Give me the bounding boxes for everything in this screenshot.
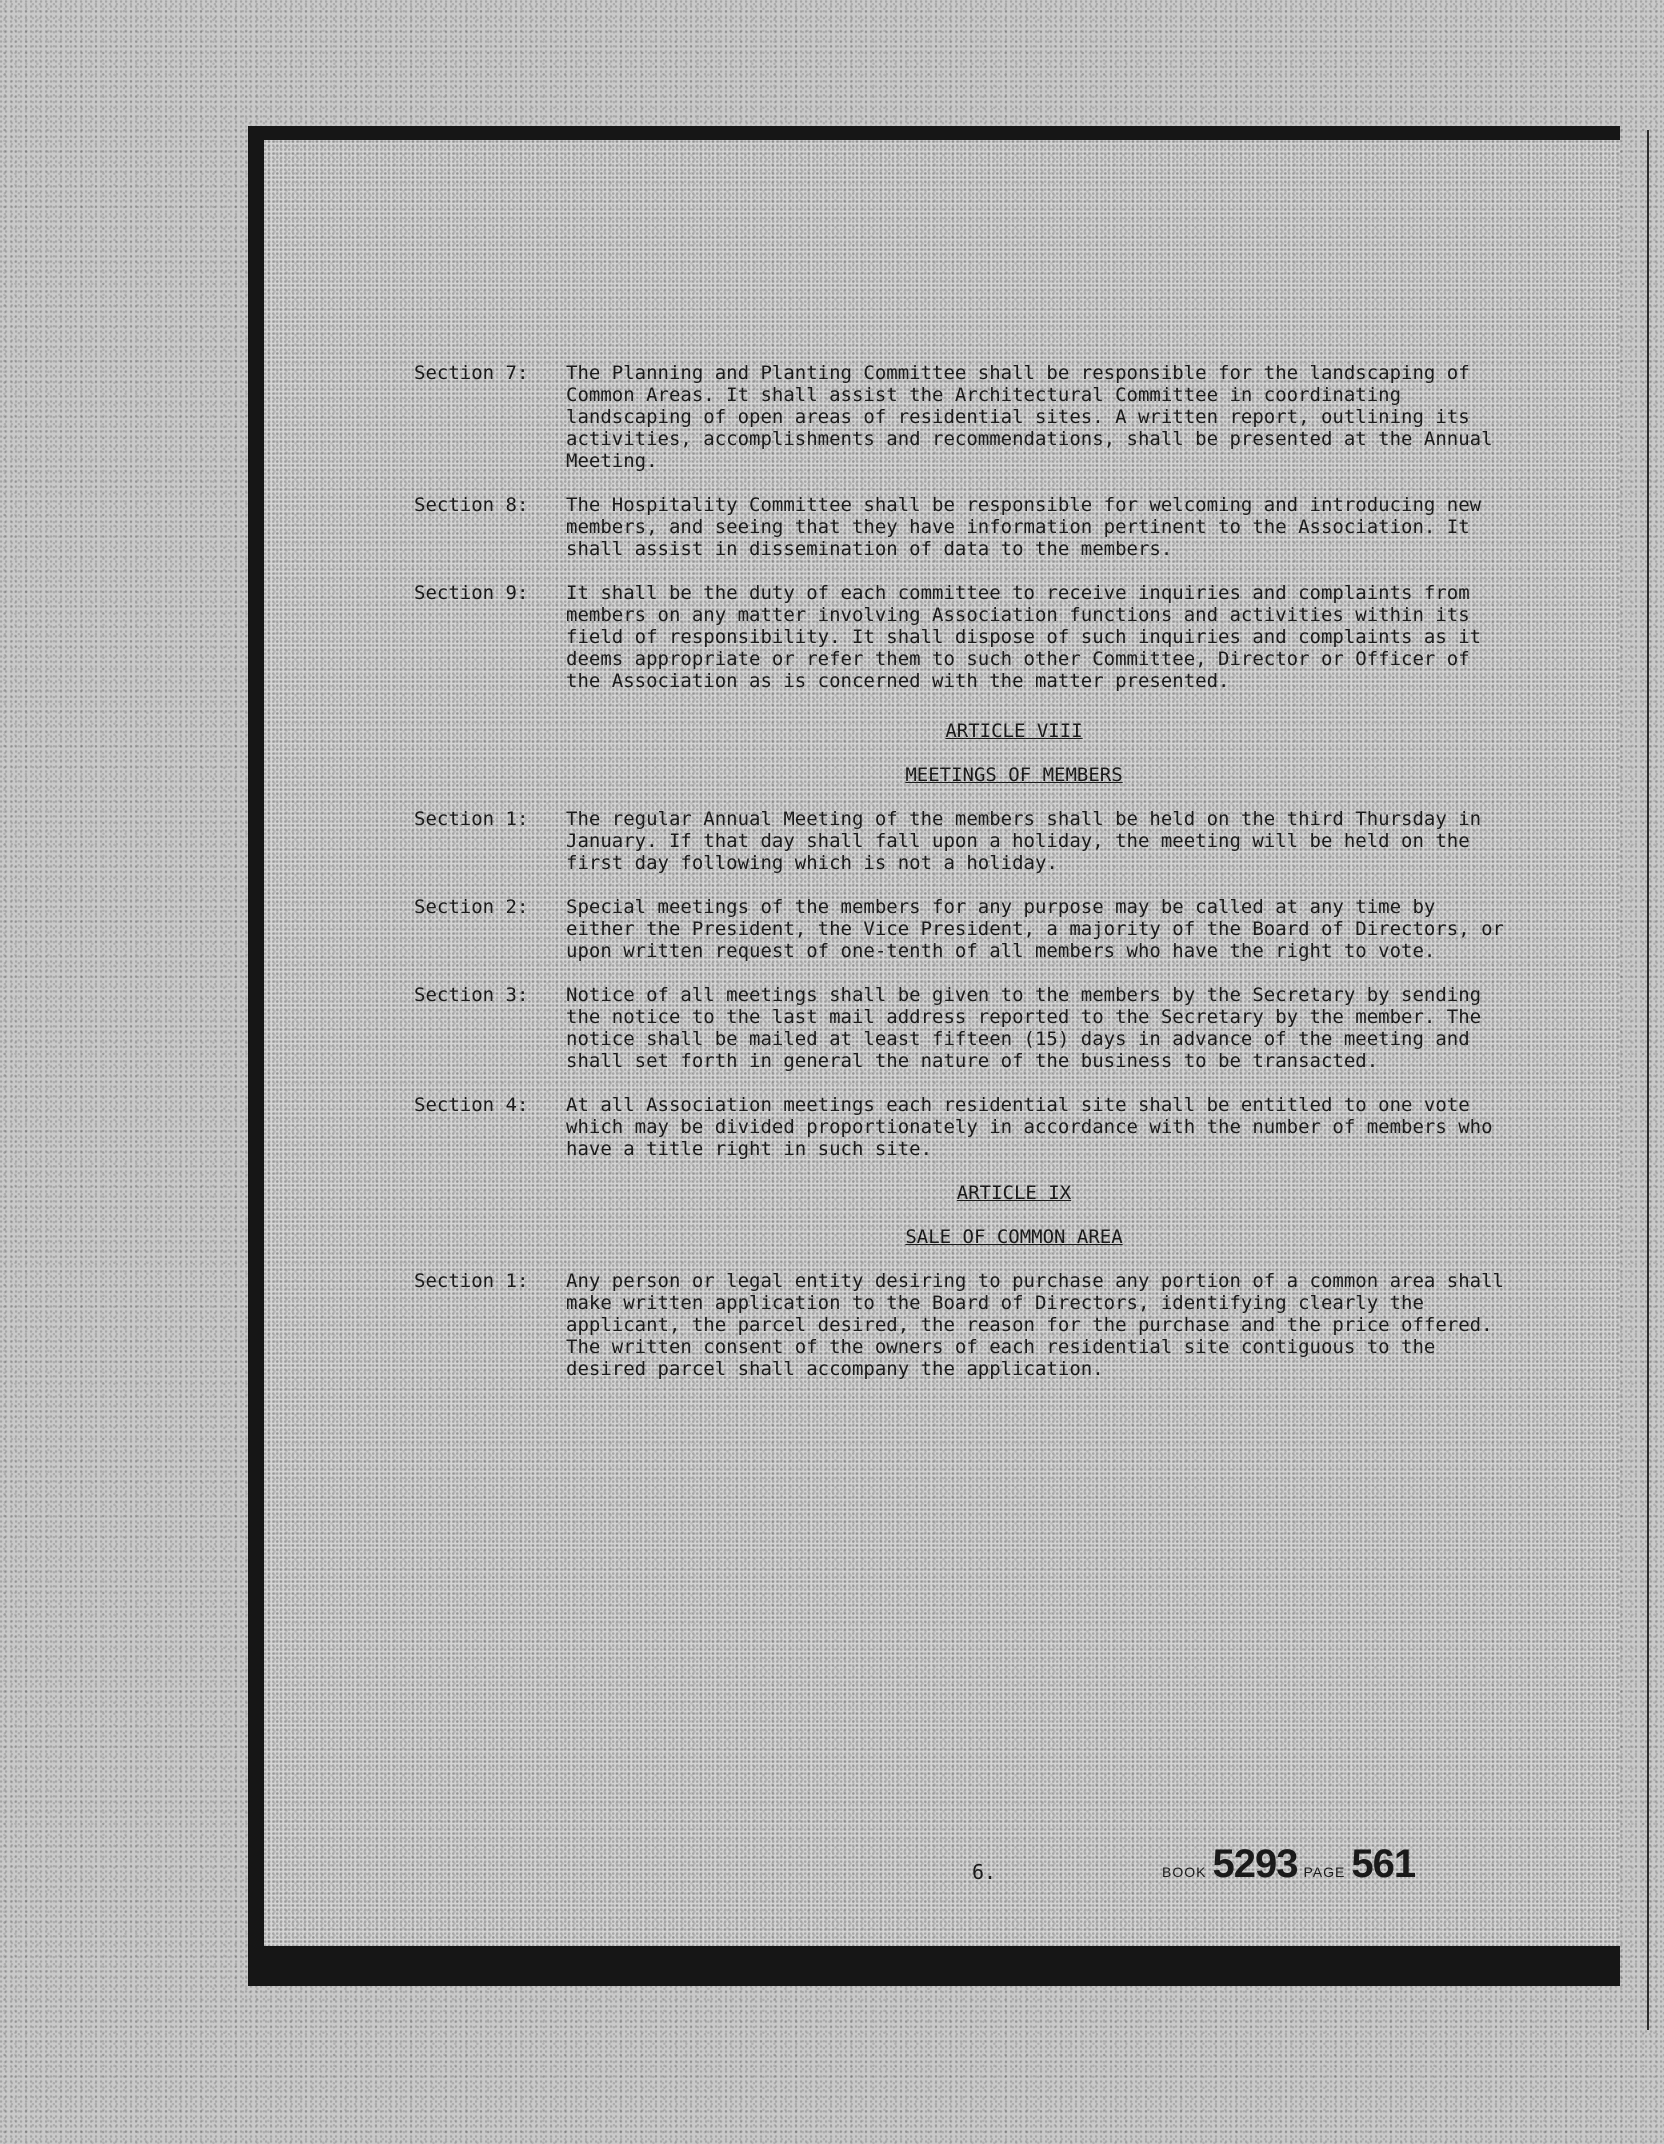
document-body xyxy=(414,362,1504,1402)
section-label: Section 1: xyxy=(414,1270,529,1292)
section-label: Section 8: xyxy=(414,494,529,516)
page-edge-rule xyxy=(1647,130,1649,2030)
section-label: Section 3: xyxy=(414,984,529,1006)
section-label: Section 2: xyxy=(414,896,529,918)
section-8 xyxy=(414,494,1504,560)
section-text: Any person or legal entity desiring to purchase any portion of a common area shall make written application to the Board of Directors, identifying clearly the applicant, the parcel desired, the reason for the purchase and the price offered. The written consent of the owners of each residential site contiguous to the desired parcel shall accompany the application. xyxy=(566,1270,1504,1380)
section-text: Notice of all meetings shall be given to the members by the Secretary by sending the notice to the last mail address reported to the Secretary by the member. The notice shall be mailed at least fifteen (15) days in advance of the meeting and shall set forth in general the nature of the business to be transacted. xyxy=(566,984,1482,1072)
section-text: At all Association meetings each residential site shall be entitled to one vote which may be divided proportionately in accordance with the number of members who have a title right in such site. xyxy=(566,1094,1493,1160)
article-8-section-4 xyxy=(414,1094,1504,1160)
article-9-title: SALE OF COMMON AREA xyxy=(905,1226,1123,1248)
page-number: 6. xyxy=(972,1860,997,1884)
section-text: The Hospitality Committee shall be responsible for welcoming and introducing new members, and seeing that they have information pertinent to the Association. It shall assist in dissemination of data to the members. xyxy=(566,494,1482,560)
section-text: It shall be the duty of each committee to receive inquiries and complaints from members on any matter involving Association functions and activities within its field of responsibility. It shall dispose of such inquiries and complaints as it deems appropriate or refer them to such other Committee, Director or Officer of the Association as is concerned with the matter presented. xyxy=(566,582,1482,692)
article-9-section-1 xyxy=(414,1270,1504,1380)
section-text: The Planning and Planting Committee shall be responsible for the landscaping of Common Areas. It shall assist the Architectural Committee in coordinating landscaping of open areas of residential sites. A written report, outlining its activities, accomplishments and recommendations, shall be presented at the Annual Meeting. xyxy=(566,362,1493,472)
article-8-section-2 xyxy=(414,896,1504,962)
section-9 xyxy=(414,582,1504,692)
section-7 xyxy=(414,362,1504,472)
book-label: BOOK xyxy=(1162,1864,1207,1880)
article-8-section-1 xyxy=(414,808,1504,874)
article-8-title: MEETINGS OF MEMBERS xyxy=(905,764,1123,786)
section-text: Special meetings of the members for any purpose may be called at any time by either the President, the Vice President, a majority of the Board of Directors, or upon written request of one-tenth of all members who have the right to vote. xyxy=(566,896,1504,962)
section-label: Section 7: xyxy=(414,362,529,384)
article-8-section-3 xyxy=(414,984,1504,1072)
page-label: PAGE xyxy=(1303,1864,1346,1880)
section-label: Section 1: xyxy=(414,808,529,830)
section-label: Section 9: xyxy=(414,582,529,604)
page-reference: 561 xyxy=(1351,1842,1416,1886)
article-8-number: ARTICLE VIII xyxy=(945,720,1083,742)
book-number: 5293 xyxy=(1212,1842,1298,1886)
section-label: Section 4: xyxy=(414,1094,529,1116)
article-9-number: ARTICLE IX xyxy=(956,1182,1072,1204)
section-text: The regular Annual Meeting of the members shall be held on the third Thursday in January. If that day shall fall upon a holiday, the meeting will be held on the first day following which is not a holiday. xyxy=(566,808,1482,874)
book-page-stamp xyxy=(1162,1842,1415,1887)
